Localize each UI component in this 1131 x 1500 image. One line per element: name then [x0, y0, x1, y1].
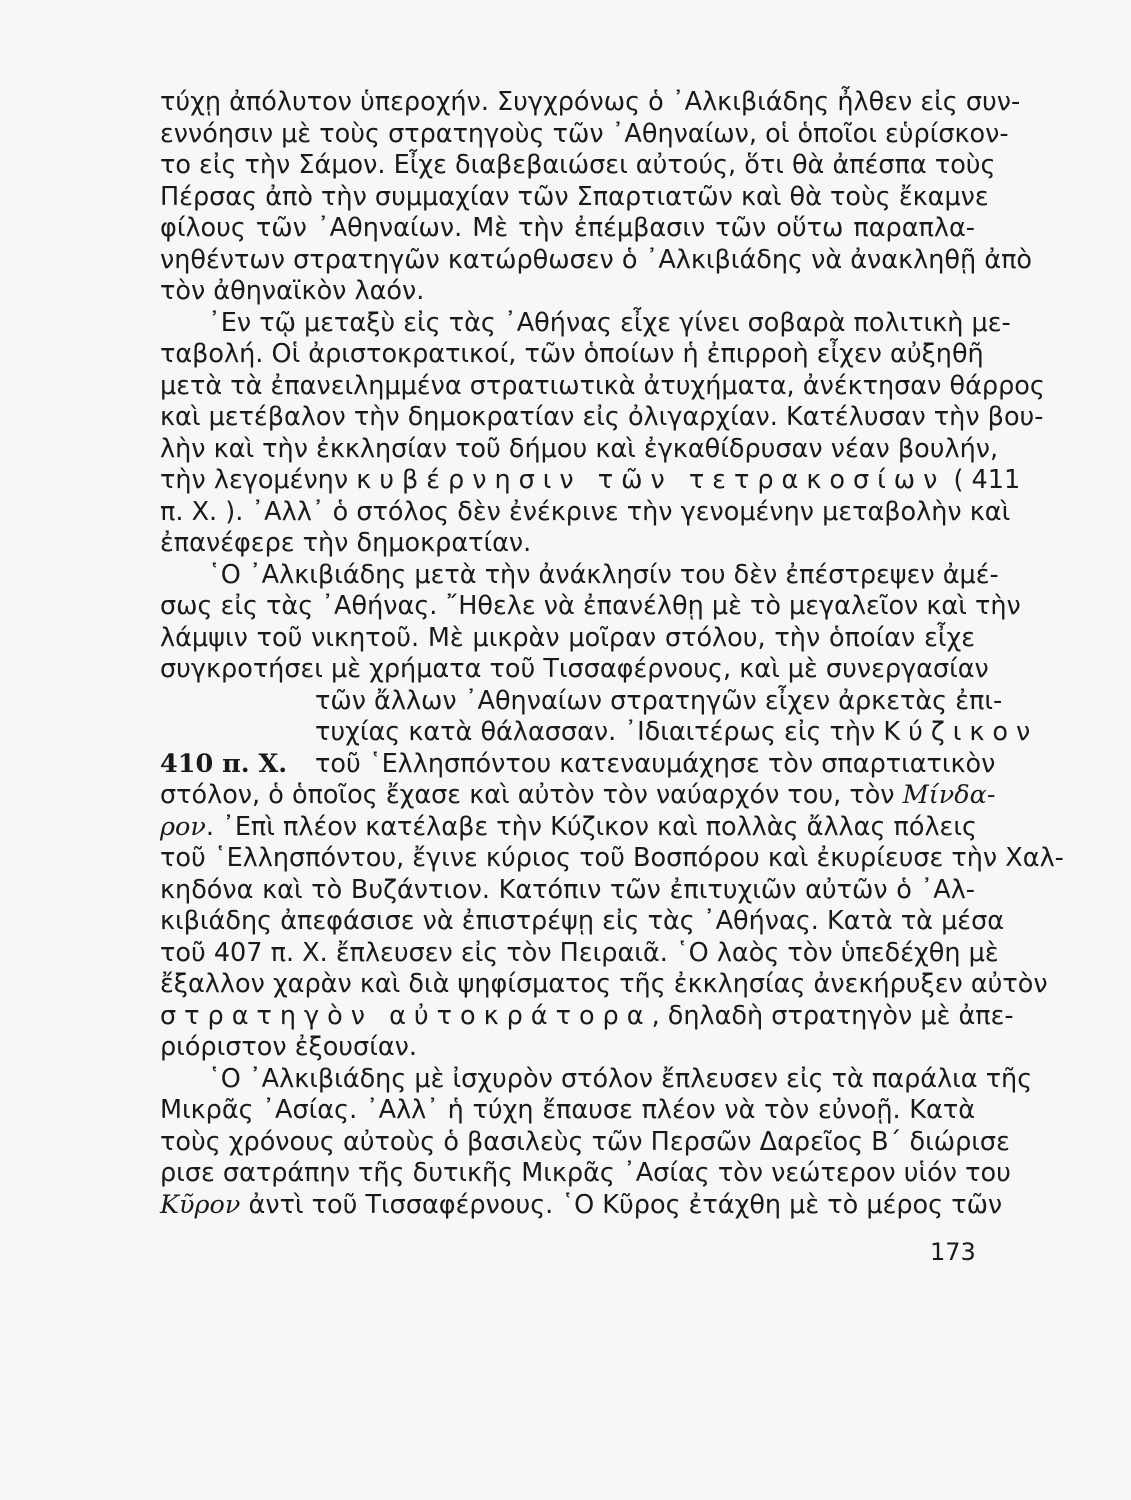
text-line: ταβολή. Οἱ ἀριστοκρατικοί, τῶν ὁποίων ἡ ἐπιρροὴ εἶχεν αὐξηθῆ	[160, 339, 984, 369]
text-line: ρισε σατράπην τῆς δυτικῆς Μικρᾶς ᾿Ασίας τὸν νεώτερον υἱόν του	[160, 1158, 1011, 1188]
italic-name: Μίνδα-	[902, 780, 996, 810]
text-line	[160, 1189, 1003, 1220]
text-line	[160, 780, 996, 810]
text-line: νηθέντων στρατηγῶν κατώρθωσεν ὁ ᾿Αλκιβιάδης νὰ ἀνακληθῇ ἀπὸ	[160, 244, 1033, 275]
text-line: π. Χ. ). ᾿Αλλ᾿ ὁ στόλος δὲν ἐνέκρινε τὴν γενομένην μεταβολὴν καὶ	[160, 496, 1011, 527]
italic-name: ρον	[160, 811, 206, 842]
text-line	[160, 465, 1021, 495]
spaced-term: κυβέρνησιν τῶν τετρακοσίων	[356, 465, 946, 495]
text-segment: τὴν λεγομένην	[160, 465, 349, 495]
text-segment: , δηλαδὴ στρατηγὸν μὲ ἀπε-	[651, 1000, 1014, 1031]
text-line: λὴν καὶ τὴν ἐκκλησίαν τοῦ δήμου καὶ ἐγκαθίδρυσαν νέαν βουλήν,	[160, 433, 999, 464]
text-line	[315, 717, 1039, 747]
margin-date-note: 410 π. Χ.	[160, 748, 288, 779]
text-line: τοῦ ῾Ελλησπόντου, ἔγινε κύριος τοῦ Βοσπόρου καὶ ἐκυρίευσε τὴν Χαλ-	[160, 843, 1064, 873]
text-line: τύχῃ ἀπόλυτον ὑπεροχήν. Συγχρόνως ὁ ᾿Αλκιβιάδης ἦλθεν εἰς συν-	[160, 87, 1021, 117]
text-line: κιβιάδης ἀπεφάσισε νὰ ἐπιστρέψῃ εἰς τὰς ᾿Αθήνας. Κατὰ τὰ μέσα	[160, 906, 1005, 936]
italic-name: Κῦρον	[160, 1189, 241, 1220]
text-line: ῾Ο ᾿Αλκιβιάδης μὲ ἰσχυρὸν στόλον ἔπλευσεν εἰς τὰ παράλια τῆς	[208, 1063, 1033, 1094]
text-line: Πέρσας ἀπὸ τὴν συμμαχίαν τῶν Σπαρτιατῶν καὶ θὰ τοὺς ἔκαμνε	[160, 181, 989, 212]
text-segment: ἀντὶ τοῦ Τισσαφέρνους. ῾Ο Κῦρος ἐτάχθη μὲ τὸ μέρος τῶν	[248, 1189, 1003, 1220]
text-line: σως εἰς τὰς ᾿Αθήνας. ῎Ηθελε νὰ ἐπανέλθῃ μὲ τὸ μεγαλεῖον καὶ τὴν	[160, 591, 1021, 621]
text-line: τῶν ἄλλων ᾿Αθηναίων στρατηγῶν εἶχεν ἀρκετὰς ἐπι-	[315, 685, 1003, 716]
text-segment: τυχίας κατὰ θάλασσαν. ᾿Ιδιαιτέρως εἰς τὴν	[315, 717, 876, 747]
text-line: ῾Ο ᾿Αλκιβιάδης μετὰ τὴν ἀνάκλησίν του δὲν ἐπέστρεψεν ἀμέ-	[208, 559, 999, 590]
text-line: εννόησιν μὲ τοὺς στρατηγοὺς τῶν ᾿Αθηναίων, οἱ ὁποῖοι εὑρίσκον-	[160, 118, 1009, 149]
text-line: Μικρᾶς ᾿Ασίας. ᾿Αλλ᾿ ἡ τύχη ἔπαυσε πλέον νὰ τὸν εὐνοῇ. Κατὰ	[160, 1095, 975, 1125]
text-line: τοῦ 407 π. Χ. ἔπλευσεν εἰς τὸν Πειραιᾶ. ῾Ο λαὸς τὸν ὑπεδέχθη μὲ	[160, 937, 999, 968]
text-line: τὸν ἀθηναϊκὸν λαόν.	[160, 276, 425, 306]
text-line: συγκροτήσει μὲ χρήματα τοῦ Τισσαφέρνους, καὶ μὲ συνεργασίαν	[160, 654, 989, 684]
text-line: ἔξαλλον χαρὰν καὶ διὰ ψηφίσματος τῆς ἐκκλησίας ἀνεκήρυξεν αὐτὸν	[160, 969, 1048, 999]
text-line	[160, 1000, 1014, 1031]
text-line: το εἰς τὴν Σάμον. Εἶχε διαβεβαιώσει αὐτούς, ὅτι θὰ ἀπέσπα τοὺς	[160, 150, 996, 180]
text-line: καὶ μετέβαλον τὴν δημοκρατίαν εἰς ὀλιγαρχίαν. Κατέλυσαν τὴν βου-	[160, 402, 1044, 432]
text-line: λάμψιν τοῦ νικητοῦ. Μὲ μικρὰν μοῖραν στόλου, τὴν ὁποίαν εἶχε	[160, 622, 975, 653]
spaced-term: στρατηγὸν αὐτοκράτορα	[160, 1000, 652, 1031]
spaced-term: Κύζικον	[883, 717, 1039, 747]
text-line: τοῦ ῾Ελλησπόντου κατεναυμάχησε τὸν σπαρτιατικὸν	[315, 748, 996, 779]
text-line: μετὰ τὰ ἐπανειλημμένα στρατιωτικὰ ἀτυχήματα, ἀνέκτησαν θάρρος	[160, 370, 1045, 401]
text-line: ᾿Εν τῷ μεταξὺ εἰς τὰς ᾿Αθήνας εἶχε γίνει σοβαρὰ πολιτικὴ με-	[208, 307, 1011, 338]
page-number: 173	[930, 1238, 976, 1266]
text-line: φίλους τῶν ᾿Αθηναίων. Μὲ τὴν ἐπέμβασιν τῶν οὕτω παραπλα-	[160, 213, 975, 243]
text-line: ριόριστον ἐξουσίαν.	[160, 1032, 418, 1062]
text-line: ἐπανέφερε τὴν δημοκρατίαν.	[160, 528, 532, 558]
text-segment: ( 411	[953, 465, 1021, 495]
text-line	[160, 812, 975, 842]
text-segment: στόλον, ὁ ὁποῖος ἔχασε καὶ αὐτὸν τὸν ναύαρχόν του, τὸν	[160, 780, 895, 810]
text-segment: . ᾿Επὶ πλέον κατέλαβε τὴν Κύζικον καὶ πολλὰς ἄλλας πόλεις	[205, 811, 977, 842]
text-line: τοὺς χρόνους αὐτοὺς ὁ βασιλεὺς τῶν Περσῶν Δαρεῖος Β΄ διώρισε	[160, 1126, 1010, 1157]
text-line: κηδόνα καὶ τὸ Βυζάντιον. Κατόπιν τῶν ἐπιτυχιῶν αὐτῶν ὁ ᾿Αλ-	[160, 874, 975, 905]
